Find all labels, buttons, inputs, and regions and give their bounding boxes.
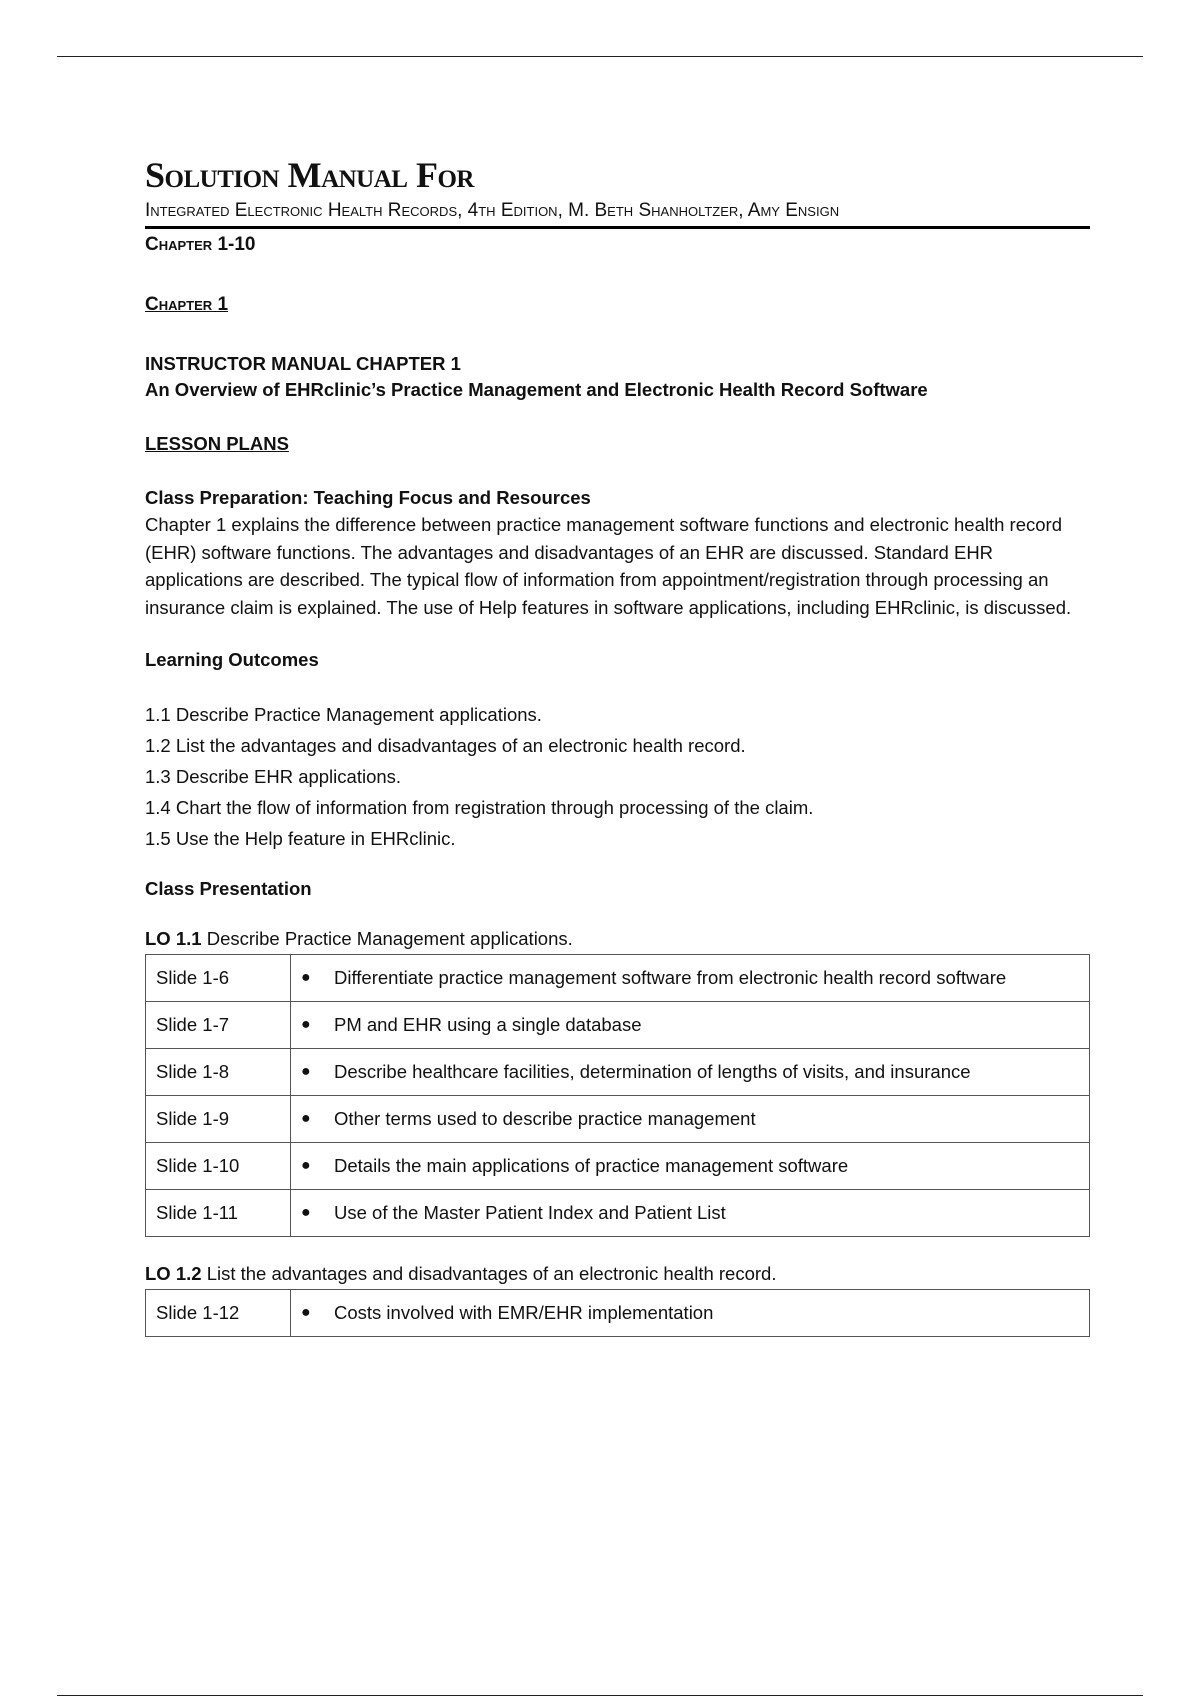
chapter-heading: Chapter 1 xyxy=(145,294,229,315)
chapter-range: Chapter 1-10 xyxy=(145,234,256,255)
slide-description xyxy=(291,1002,1090,1049)
slide-number: Slide 1-10 xyxy=(146,1143,291,1190)
slide-number: Slide 1-12 xyxy=(146,1290,291,1337)
slide-description-text: Differentiate practice management software from electronic health record software xyxy=(334,967,1007,988)
list-item: 1.2 List the advantages and disadvantages of an electronic health record. xyxy=(145,735,746,756)
document-page xyxy=(145,155,1090,1337)
lo-1-2-line xyxy=(145,1261,1090,1287)
bullet-icon: ● xyxy=(301,1304,311,1321)
table-row xyxy=(146,1190,1090,1237)
list-item: 1.4 Chart the flow of information from registration through processing of the claim. xyxy=(145,797,814,818)
lo-1-2-slide-table xyxy=(145,1289,1090,1337)
slide-description-text: Use of the Master Patient Index and Patient List xyxy=(334,1202,726,1223)
lesson-plans-heading: LESSON PLANS xyxy=(145,433,289,454)
slide-number: Slide 1-11 xyxy=(146,1190,291,1237)
slide-description-text: Other terms used to describe practice management xyxy=(334,1108,756,1129)
lo-1-1-text: Describe Practice Management applications. xyxy=(201,928,573,949)
bullet-icon: ● xyxy=(301,1204,311,1221)
top-rule xyxy=(57,56,1143,57)
document-title: Solution Manual For xyxy=(145,155,474,195)
slide-number: Slide 1-7 xyxy=(146,1002,291,1049)
instructor-manual-subheading: An Overview of EHRclinic’s Practice Management and Electronic Health Record Software xyxy=(145,379,928,400)
slide-description xyxy=(291,1143,1090,1190)
learning-outcomes-heading: Learning Outcomes xyxy=(145,649,319,670)
table-row xyxy=(146,955,1090,1002)
learning-outcomes-list xyxy=(145,699,1090,854)
slide-description xyxy=(291,955,1090,1002)
list-item: 1.1 Describe Practice Management applications. xyxy=(145,704,542,725)
class-presentation-heading: Class Presentation xyxy=(145,878,312,899)
list-item: 1.5 Use the Help feature in EHRclinic. xyxy=(145,828,456,849)
slide-description-text: Describe healthcare facilities, determination of lengths of visits, and insurance xyxy=(334,1061,971,1082)
slide-number: Slide 1-9 xyxy=(146,1096,291,1143)
bottom-rule xyxy=(57,1695,1143,1696)
lo-1-2-text: List the advantages and disadvantages of an electronic health record. xyxy=(201,1263,777,1284)
slide-description xyxy=(291,1049,1090,1096)
slide-description-text: Details the main applications of practice management software xyxy=(334,1155,849,1176)
table-row xyxy=(146,1290,1090,1337)
lo-1-1-line xyxy=(145,926,1090,952)
instructor-manual-block xyxy=(145,351,1090,403)
document-subtitle: Integrated Electronic Health Records, 4th Edition, M. Beth Shanholtzer, Amy Ensign xyxy=(145,199,1090,229)
bullet-icon: ● xyxy=(301,1110,311,1127)
class-preparation-heading: Class Preparation: Teaching Focus and Resources xyxy=(145,487,591,508)
slide-description-text: PM and EHR using a single database xyxy=(334,1014,642,1035)
bullet-icon: ● xyxy=(301,969,311,986)
lo-1-1-slide-table xyxy=(145,954,1090,1237)
list-item: 1.3 Describe EHR applications. xyxy=(145,766,402,787)
bullet-icon: ● xyxy=(301,1063,311,1080)
slide-number: Slide 1-6 xyxy=(146,955,291,1002)
lo-1-1-label: LO 1.1 xyxy=(145,928,202,949)
slide-description xyxy=(291,1190,1090,1237)
table-row xyxy=(146,1096,1090,1143)
bullet-icon: ● xyxy=(301,1016,311,1033)
class-preparation-block xyxy=(145,485,1090,621)
slide-description-text: Costs involved with EMR/EHR implementation xyxy=(334,1302,714,1323)
table-row xyxy=(146,1143,1090,1190)
slide-description xyxy=(291,1290,1090,1337)
slide-number: Slide 1-8 xyxy=(146,1049,291,1096)
bullet-icon: ● xyxy=(301,1157,311,1174)
instructor-manual-heading: INSTRUCTOR MANUAL CHAPTER 1 xyxy=(145,353,461,374)
table-row xyxy=(146,1049,1090,1096)
lo-1-2-label: LO 1.2 xyxy=(145,1263,202,1284)
slide-description xyxy=(291,1096,1090,1143)
table-row xyxy=(146,1002,1090,1049)
class-preparation-body: Chapter 1 explains the difference between practice management software functions and electronic health record (EHR) software functions. The advantages and disadvantages of an EHR are discussed. Standard EHR applications are described. The typical flow of information from appointment/registration through processing an insurance claim is explained. The use of Help features in software applications, including EHRclinic, is discussed. xyxy=(145,514,1072,618)
